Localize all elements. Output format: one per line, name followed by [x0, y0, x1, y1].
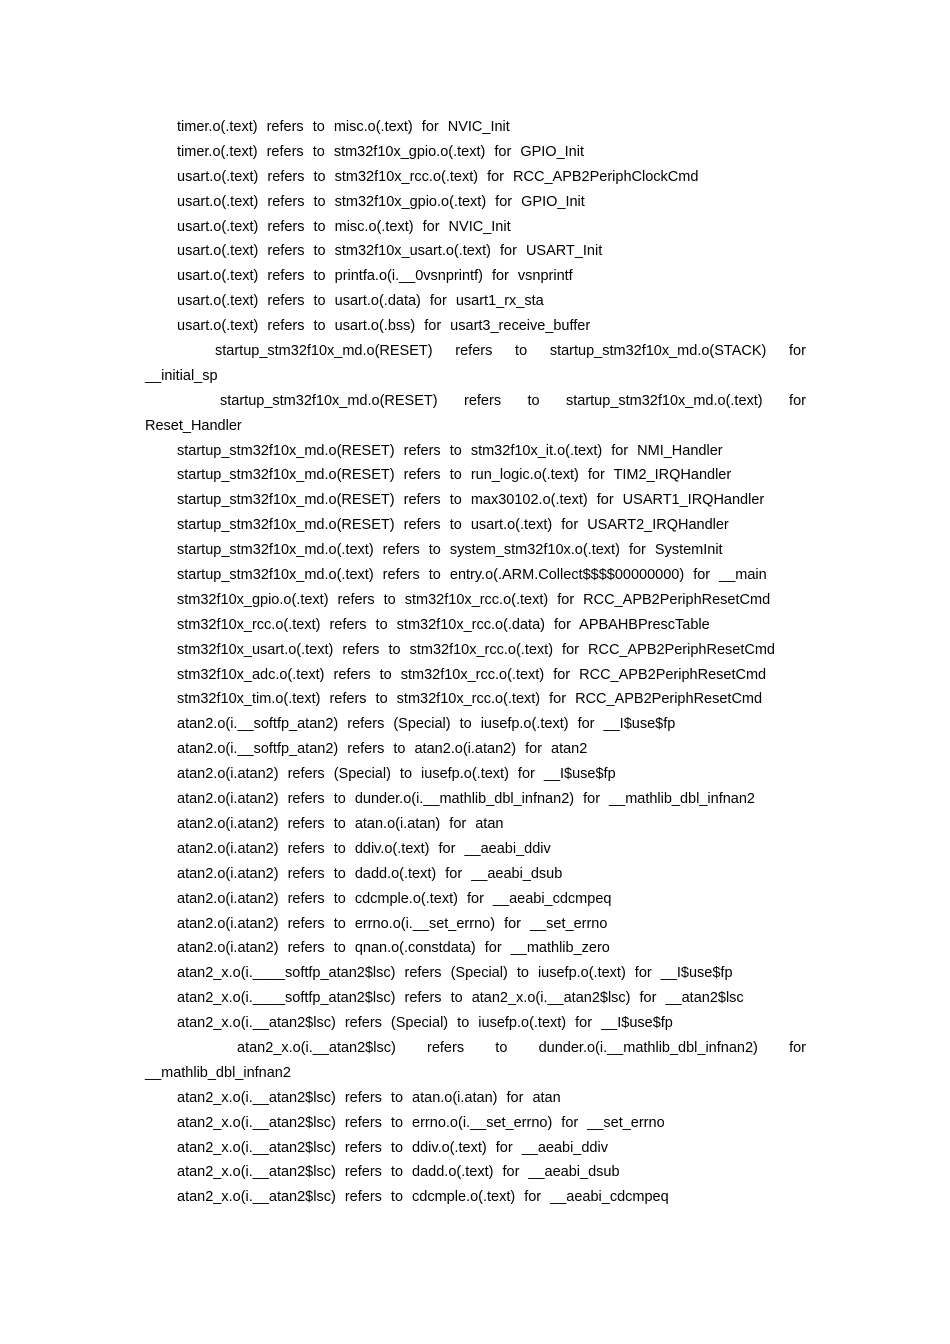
word: refers — [464, 392, 502, 409]
word: dunder.o(i.__mathlib_dbl_infnan2) — [538, 1039, 758, 1056]
text-line: atan2.o(i.atan2) refers to ddiv.o(.text) for __aeabi_ddiv — [177, 840, 551, 857]
text-line: atan2_x.o(i.__atan2$lsc) refers (Special) to iusefp.o(.text) for __I$use$fp — [177, 1015, 673, 1032]
text-line: usart.o(.text) refers to usart.o(.data) for usart1_rx_sta — [177, 293, 544, 310]
wrapped-line — [145, 389, 806, 439]
text-line: atan2.o(i.atan2) refers to dadd.o(.text) for __aeabi_dsub — [177, 865, 563, 882]
text-line: atan2_x.o(i.__atan2$lsc) refers to ddiv.o(.text) for __aeabi_ddiv — [177, 1139, 608, 1156]
text-line: atan2.o(i.__softfp_atan2) refers (Special) to iusefp.o(.text) for __I$use$fp — [177, 716, 676, 733]
text-line: stm32f10x_adc.o(.text) refers to stm32f10x_rcc.o(.text) for RCC_APB2PeriphResetCmd — [177, 666, 767, 683]
text-line: atan2_x.o(i.__atan2$lsc) refers to cdcmple.o(.text) for __aeabi_cdcmpeq — [177, 1189, 669, 1206]
word: atan2_x.o(i.__atan2$lsc) — [237, 1039, 396, 1056]
wrapped-line — [145, 1036, 806, 1086]
text-line: atan2_x.o(i.__atan2$lsc) refers to dadd.o(.text) for __aeabi_dsub — [177, 1164, 620, 1181]
text-line: startup_stm32f10x_md.o(RESET) refers to stm32f10x_it.o(.text) for NMI_Handler — [177, 442, 723, 459]
text-line: atan2_x.o(i.__atan2$lsc) refers to errno.o(i.__set_errno) for __set_errno — [177, 1114, 665, 1131]
text-line: atan2.o(i.atan2) refers to dunder.o(i.__mathlib_dbl_infnan2) for __mathlib_dbl_infnan2 — [177, 791, 755, 808]
word: refers — [427, 1039, 465, 1056]
word: for — [789, 343, 806, 360]
word: refers — [455, 343, 493, 360]
text-line: startup_stm32f10x_md.o(RESET) refers to usart.o(.text) for USART2_IRQHandler — [177, 517, 729, 534]
text-line: usart.o(.text) refers to stm32f10x_usart.o(.text) for USART_Init — [177, 243, 603, 260]
text-line: atan2.o(i.atan2) refers to atan.o(i.atan) for atan — [177, 815, 504, 832]
wrapped-line-first — [145, 339, 806, 364]
linker-reference-list — [145, 115, 806, 1210]
text-line: timer.o(.text) refers to misc.o(.text) for NVIC_Init — [177, 119, 510, 135]
text-line: timer.o(.text) refers to stm32f10x_gpio.o(.text) for GPIO_Init — [177, 143, 584, 160]
text-line: atan2_x.o(i.____softfp_atan2$lsc) refers (Special) to iusefp.o(.text) for __I$use$fp — [177, 965, 733, 982]
wrapped-line-rest: __mathlib_dbl_infnan2 — [145, 1064, 291, 1081]
text-line: atan2.o(i.atan2) refers to qnan.o(.constdata) for __mathlib_zero — [177, 940, 610, 957]
text-line: usart.o(.text) refers to stm32f10x_rcc.o(.text) for RCC_APB2PeriphClockCmd — [177, 168, 699, 185]
text-line: usart.o(.text) refers to printfa.o(i.__0vsnprintf) for vsnprintf — [177, 268, 573, 285]
wrapped-line — [145, 339, 806, 389]
text-line: startup_stm32f10x_md.o(RESET) refers to max30102.o(.text) for USART1_IRQHandler — [177, 492, 765, 509]
wrapped-line-rest: __initial_sp — [145, 367, 218, 384]
word: to — [515, 343, 528, 360]
wrapped-line-first — [145, 1036, 806, 1061]
text-line: atan2.o(i.atan2) refers to cdcmple.o(.text) for __aeabi_cdcmpeq — [177, 890, 612, 907]
word: startup_stm32f10x_md.o(RESET) — [215, 343, 433, 360]
text-line: usart.o(.text) refers to stm32f10x_gpio.o(.text) for GPIO_Init — [177, 193, 585, 210]
text-line: stm32f10x_rcc.o(.text) refers to stm32f10x_rcc.o(.data) for APBAHBPrescTable — [177, 616, 710, 633]
text-line: stm32f10x_tim.o(.text) refers to stm32f10x_rcc.o(.text) for RCC_APB2PeriphResetCmd — [177, 691, 763, 708]
text-line: startup_stm32f10x_md.o(.text) refers to system_stm32f10x.o(.text) for SystemInit — [177, 542, 723, 559]
text-line: stm32f10x_usart.o(.text) refers to stm32f10x_rcc.o(.text) for RCC_APB2PeriphResetCmd — [177, 641, 775, 658]
word: to — [495, 1039, 508, 1056]
text-line: atan2_x.o(i.__atan2$lsc) refers to atan.o(i.atan) for atan — [177, 1089, 561, 1106]
text-line: usart.o(.text) refers to misc.o(.text) for NVIC_Init — [177, 218, 511, 235]
wrapped-line-rest: Reset_Handler — [145, 417, 242, 434]
text-line: atan2.o(i.__softfp_atan2) refers to atan2.o(i.atan2) for atan2 — [177, 741, 588, 758]
text-line: startup_stm32f10x_md.o(RESET) refers to run_logic.o(.text) for TIM2_IRQHandler — [177, 467, 732, 484]
text-line: atan2_x.o(i.____softfp_atan2$lsc) refers to atan2_x.o(i.__atan2$lsc) for __atan2$lsc — [177, 990, 744, 1007]
word: for — [789, 392, 806, 409]
wrapped-line-first — [145, 389, 806, 414]
word: startup_stm32f10x_md.o(.text) — [565, 392, 763, 409]
text-line: atan2.o(i.atan2) refers to errno.o(i.__set_errno) for __set_errno — [177, 915, 608, 932]
word: to — [527, 392, 540, 409]
text-line: startup_stm32f10x_md.o(.text) refers to entry.o(.ARM.Collect$$$$00000000) for __main — [177, 567, 767, 584]
word: startup_stm32f10x_md.o(STACK) — [549, 343, 767, 360]
text-line: atan2.o(i.atan2) refers (Special) to iusefp.o(.text) for __I$use$fp — [177, 766, 616, 783]
word: for — [789, 1039, 806, 1056]
word: startup_stm32f10x_md.o(RESET) — [220, 392, 438, 409]
text-line: stm32f10x_gpio.o(.text) refers to stm32f10x_rcc.o(.text) for RCC_APB2PeriphResetCmd — [177, 591, 771, 608]
text-line: usart.o(.text) refers to usart.o(.bss) for usart3_receive_buffer — [177, 318, 591, 335]
